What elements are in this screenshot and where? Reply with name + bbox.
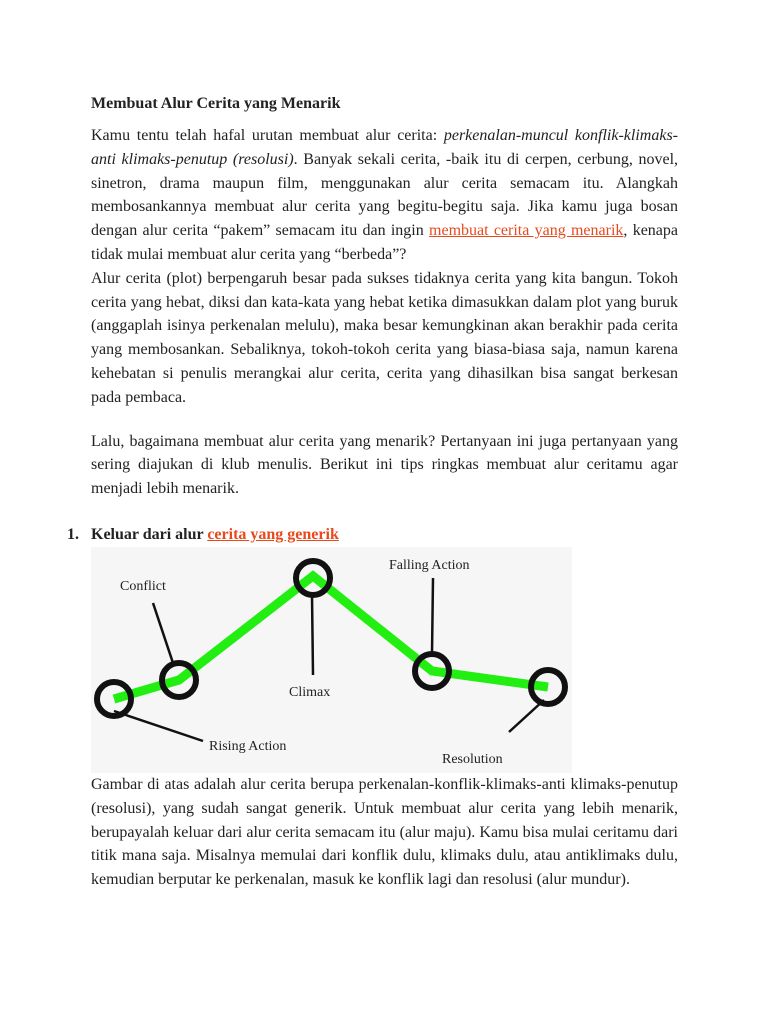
link-membuat-cerita[interactable]: membuat cerita yang menarik — [429, 222, 624, 240]
plot-sequence-italic: perkenalan-muncul konflik-klimaks-anti klimaks-penutup (resolusi) — [91, 127, 678, 168]
article-title: Membuat Alur Cerita yang Menarik — [91, 95, 341, 112]
label-falling-action: Falling Action — [389, 557, 470, 573]
paragraph-intro — [91, 124, 678, 267]
section-heading-text: Keluar dari alur — [91, 525, 208, 543]
plot-structure-diagram — [91, 547, 572, 773]
article — [67, 93, 679, 892]
pointer-climax — [312, 595, 313, 675]
paragraph-plot-importance: Alur cerita (plot) berpengaruh besar pada sukses tidaknya cerita yang kita bangun. Tokoh cerita yang hebat, diksi dan kata-kata yang hebat ketika dimasukkan dalam plot yang buruk (anggaplah isinya perkenalan melulu), maka besar kemungkinan akan berakhir pada cerita yang membosankan. Sebaliknya, tokoh-tokoh cerita yang biasa-biasa saja, namun karena kehebatan si penulis merangkai alur cerita, cerita yang dihasilkan bisa sangat berkesan pada pembaca. — [91, 269, 678, 406]
link-cerita-generik[interactable]: cerita yang generik — [207, 525, 339, 543]
label-conflict: Conflict — [120, 578, 166, 594]
section-heading-1 — [67, 524, 678, 546]
intro-text: Kamu tentu telah hafal urutan membuat alur cerita: — [91, 127, 444, 144]
paragraph-question: Lalu, bagaimana membuat alur cerita yang menarik? Pertanyaan ini juga pertanyaan yang sering diajukan di klub menulis. Berikut ini tips ringkas membuat alur ceritamu agar menjadi lebih menarik. — [91, 432, 678, 498]
paragraph-diagram-explanation: Gambar di atas adalah alur cerita berupa perkenalan-konflik-klimaks-anti klimaks-penutup (resolusi), yang sudah sangat generik. Untuk membuat alur cerita yang lebih menarik, berupayalah keluar dari alur cerita semacam itu (alur maju). Kamu bisa mulai ceritamu dari titik mana saja. Misalnya memulai dari konflik dulu, klimaks dulu, atau antiklimaks dulu, kemudian berputar ke perkenalan, masuk ke konflik lagi dan resolusi (alur mundur). — [91, 775, 678, 889]
intro-text-continued: . Banyak sekali cerita, -baik itu di cerpen, cerbung, novel, sinetron, drama maupun film, menggunakan alur cerita semacam itu. Alangkah membosankannya membuat alur cerita yang begitu-begitu saja. Jika kamu juga bosan dengan alur cerita “pakem” semacam itu dan ingin — [91, 150, 679, 240]
label-rising-action: Rising Action — [209, 738, 287, 754]
label-climax: Climax — [289, 684, 331, 700]
list-number: 1. — [67, 525, 79, 543]
label-resolution: Resolution — [442, 751, 503, 767]
intro-text-end: , kenapa tidak mulai membuat alur cerita yang “berbeda”? — [91, 222, 678, 263]
pointer-falling-action — [432, 578, 433, 654]
